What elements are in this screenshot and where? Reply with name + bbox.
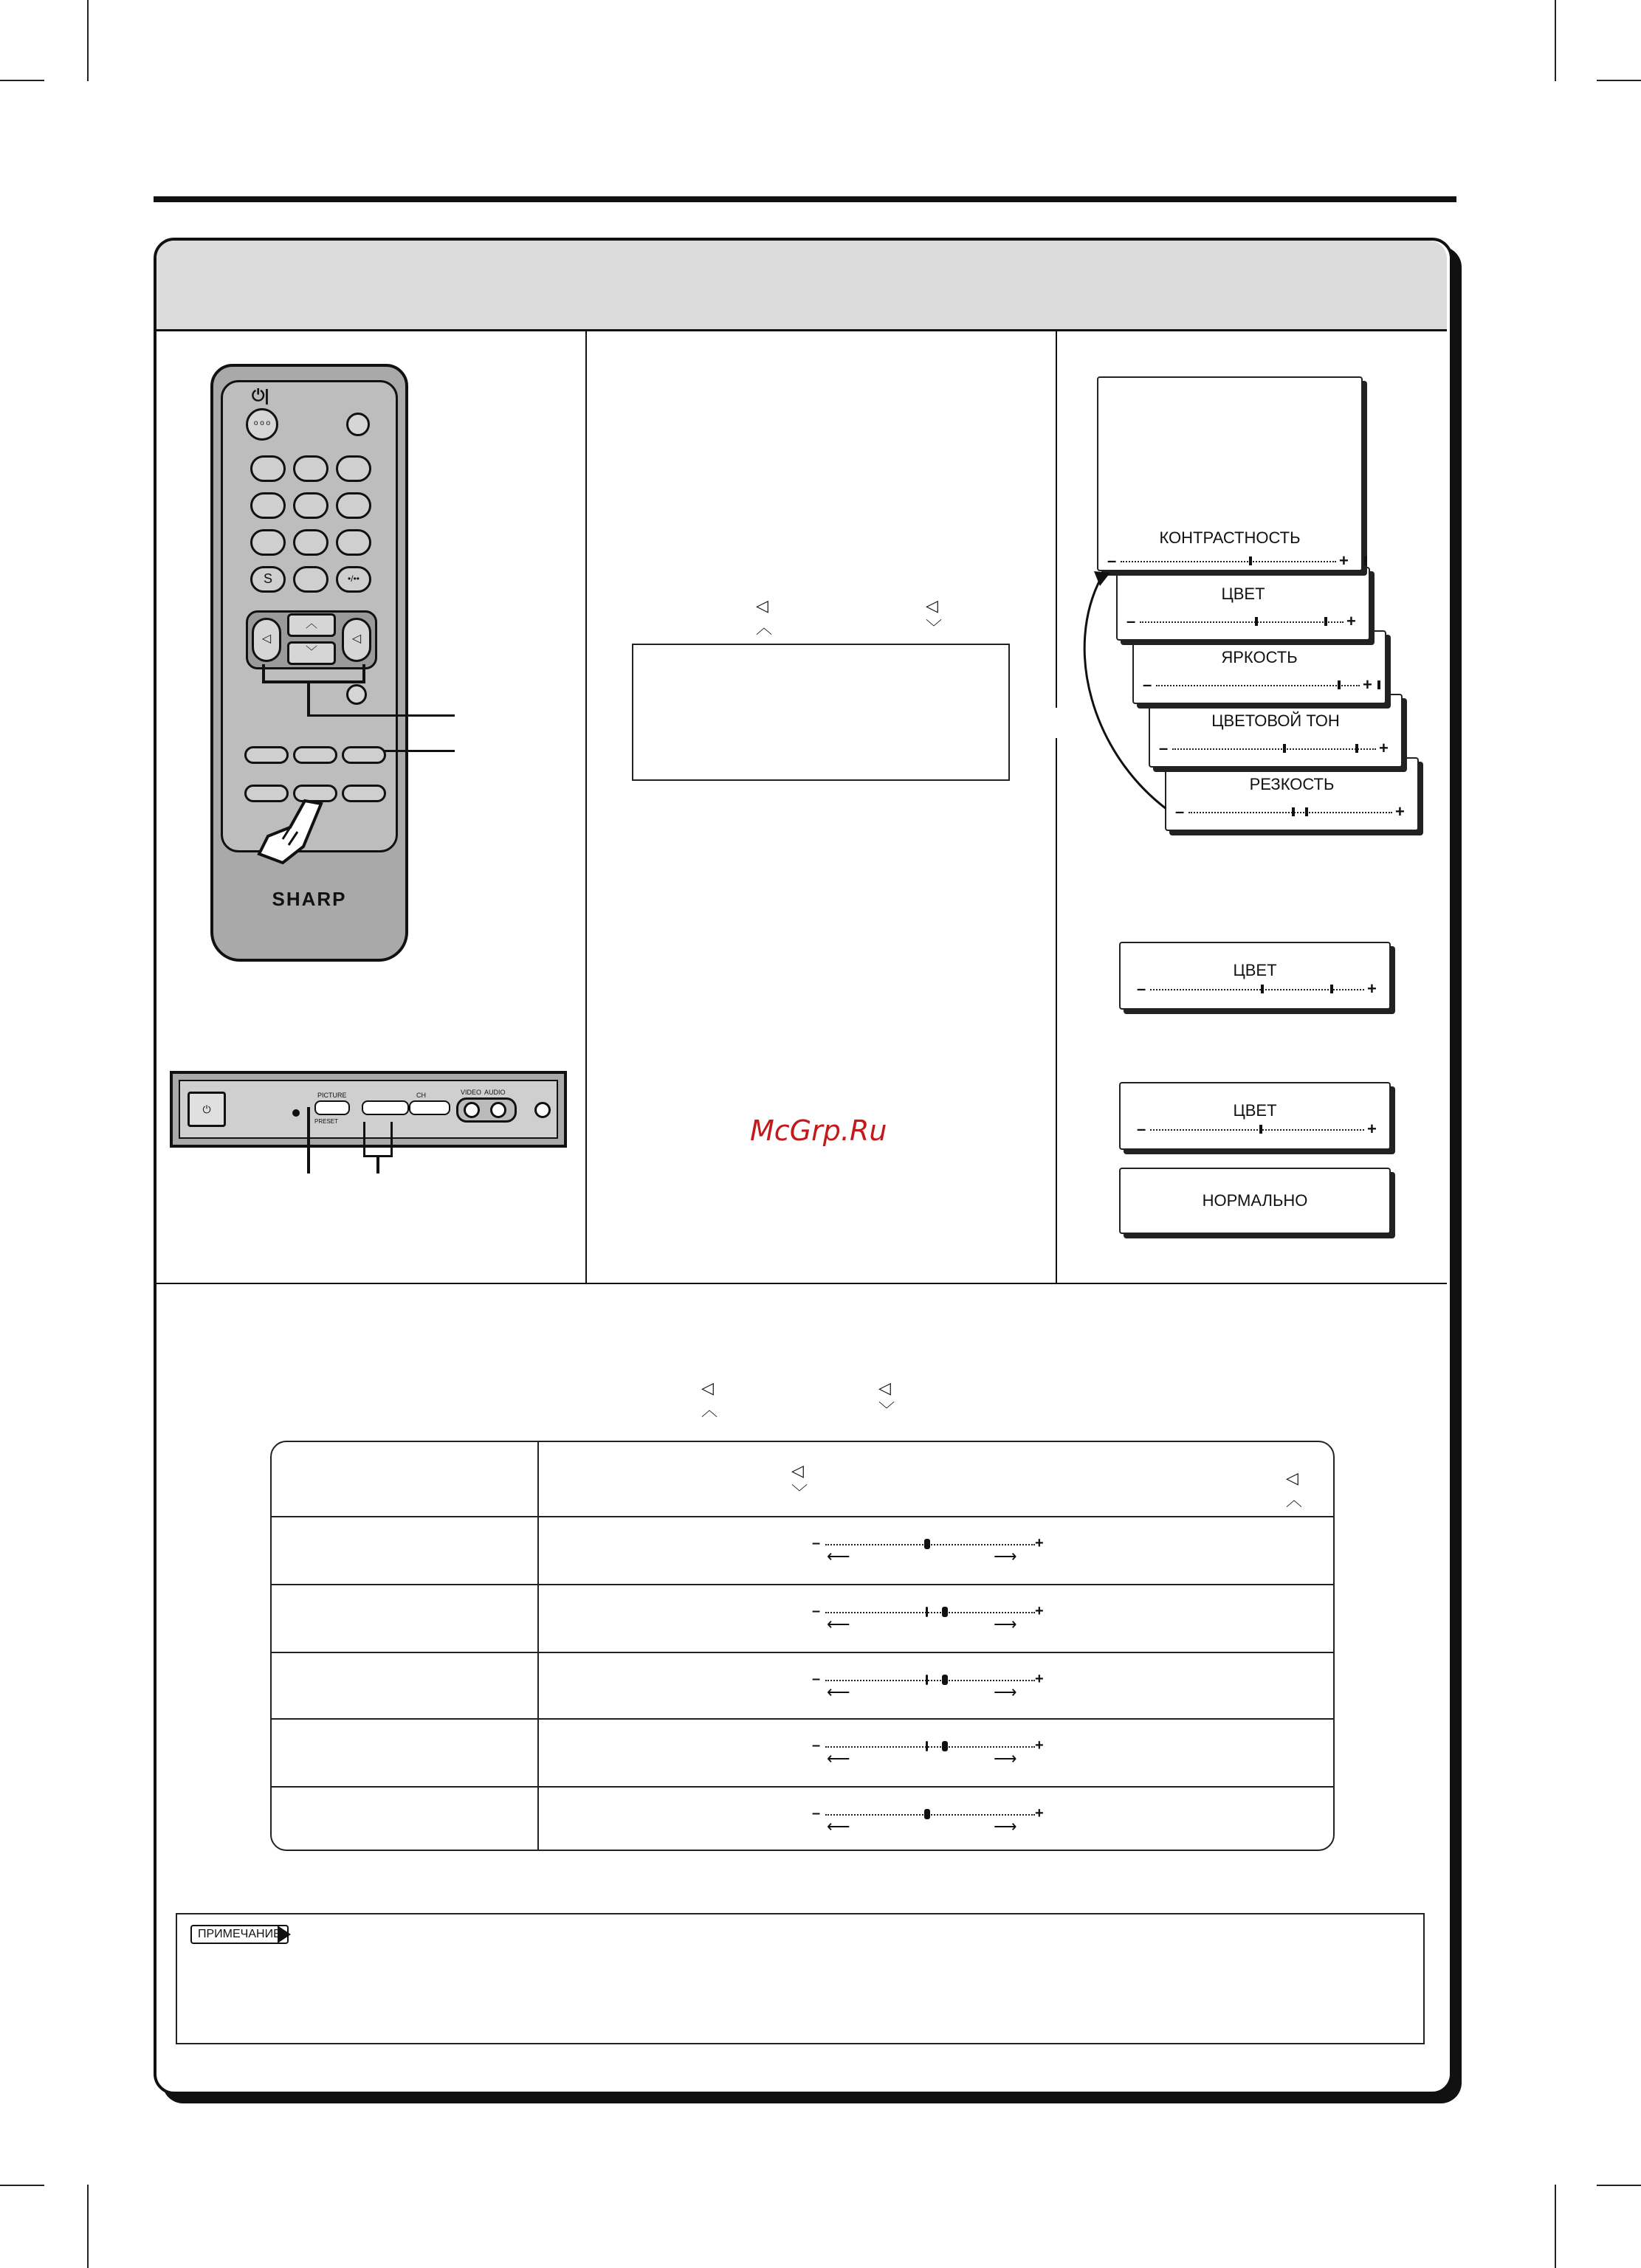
table-row-divider xyxy=(272,1584,1333,1585)
callout-line xyxy=(362,664,365,682)
osd-plus-sign: + xyxy=(1379,739,1389,757)
left-arrow-icon: ⟵ xyxy=(827,1547,850,1565)
row-minus-sign: – xyxy=(812,1603,821,1619)
left-arrow-icon: ⟵ xyxy=(827,1683,850,1701)
function-button-2[interactable] xyxy=(293,746,337,764)
key-2[interactable] xyxy=(293,455,328,482)
key-9[interactable] xyxy=(336,529,371,556)
flashback-button[interactable]: S xyxy=(250,566,286,593)
osd-color-panel-1 xyxy=(1119,942,1391,1010)
power-icon: ⏻| xyxy=(252,386,269,404)
table-column-divider xyxy=(537,1441,539,1851)
table-row-divider xyxy=(272,1652,1333,1653)
osd-normal-panel xyxy=(1119,1168,1391,1234)
row-level-marker xyxy=(924,1809,930,1819)
header-vol-down-icon: ◁ ﹀ xyxy=(791,1461,808,1502)
osd-color-panel-2 xyxy=(1119,1082,1391,1150)
osd-scale xyxy=(1172,748,1376,750)
row-tick-marker xyxy=(926,1741,928,1751)
vol-up-glyph-icon: ◁ ︿ xyxy=(756,596,773,637)
osd-panel-label: РЕЗКОСТЬ xyxy=(1249,775,1335,793)
osd-tick-marker xyxy=(1377,680,1380,689)
key-8[interactable] xyxy=(293,529,328,556)
osd-tick-marker xyxy=(1355,744,1358,753)
power-button[interactable]: o o o xyxy=(246,408,278,441)
callout-line xyxy=(363,1122,393,1157)
osd-panel-label: КОНТРАСТНОСТЬ xyxy=(1159,528,1301,547)
osd-minus-sign: – xyxy=(1126,612,1136,630)
left-arrow-icon: ⟵ xyxy=(827,1749,850,1768)
row-level-marker xyxy=(924,1539,930,1549)
osd-tick-marker xyxy=(1305,807,1308,816)
section-divider xyxy=(156,1283,1447,1284)
row-plus-sign: + xyxy=(1035,1737,1044,1754)
key-4[interactable] xyxy=(250,492,286,519)
left-arrow-icon: ⟵ xyxy=(827,1615,850,1633)
osd-normal-label: НОРМАЛЬНО xyxy=(1202,1191,1308,1210)
ch-label: CH xyxy=(416,1092,426,1099)
osd-panel-label: ЦВЕТ xyxy=(1221,585,1265,603)
right-arrow-icon: ⟶ xyxy=(994,1817,1017,1836)
vol-down-glyph-icon: ◁ ﹀ xyxy=(878,1379,895,1419)
osd-tick-marker xyxy=(1364,556,1367,565)
front-volume-buttons[interactable] xyxy=(362,1100,409,1115)
mute-button[interactable] xyxy=(346,413,370,436)
osd-level-marker xyxy=(1255,617,1258,626)
picture-button[interactable] xyxy=(342,746,386,764)
right-arrow-icon: ⟶ xyxy=(994,1749,1017,1768)
row-tick-marker xyxy=(926,1675,928,1685)
row-scale xyxy=(825,1544,1035,1545)
brand-logo: SHARP xyxy=(272,888,347,910)
osd-tick-marker xyxy=(1330,985,1333,993)
osd-minus-sign: – xyxy=(1137,979,1146,998)
front-picture-button[interactable] xyxy=(314,1100,350,1115)
preset-label: PRESET xyxy=(314,1118,339,1125)
front-channel-buttons[interactable] xyxy=(409,1100,450,1115)
osd-level-marker xyxy=(1259,1125,1262,1134)
osd-scale xyxy=(1188,812,1392,813)
volume-up-button[interactable]: ◁ xyxy=(342,618,371,662)
osd-color-label: ЦВЕТ xyxy=(1233,1101,1277,1120)
row-plus-sign: + xyxy=(1035,1603,1044,1619)
row-minus-sign: – xyxy=(812,1535,821,1551)
row-plus-sign: + xyxy=(1035,1535,1044,1551)
function-button-6[interactable] xyxy=(342,785,386,802)
osd-scale xyxy=(1150,1129,1364,1131)
digit-toggle-button[interactable]: •/•• xyxy=(336,566,371,593)
video-label: VIDEO xyxy=(461,1089,482,1096)
power-indicator xyxy=(292,1109,300,1117)
vol-down-glyph-icon: ◁ ﹀ xyxy=(926,596,943,637)
osd-minus-sign: – xyxy=(1107,551,1117,570)
callout-line xyxy=(307,1107,310,1173)
crop-mark xyxy=(87,0,89,81)
table-row-divider xyxy=(272,1786,1333,1788)
osd-panel-label: ЦВЕТОВОЙ ТОН xyxy=(1211,711,1340,730)
vol-up-glyph-icon: ◁ ︿ xyxy=(701,1379,718,1419)
small-button[interactable] xyxy=(346,684,367,705)
osd-panel xyxy=(1165,757,1419,831)
picture-label: PICTURE xyxy=(317,1092,347,1099)
row-minus-sign: – xyxy=(812,1671,821,1687)
osd-tick-marker xyxy=(1324,617,1327,626)
osd-minus-sign: – xyxy=(1143,675,1152,694)
header-vol-up-icon: ◁ ︿ xyxy=(1286,1469,1303,1509)
callout-line xyxy=(307,714,455,717)
callout-line xyxy=(376,1156,379,1173)
osd-minus-sign: – xyxy=(1175,802,1185,821)
key-1[interactable] xyxy=(250,455,286,482)
main-power-button[interactable]: ⏻ xyxy=(188,1092,226,1127)
osd-level-marker xyxy=(1283,744,1286,753)
osd-minus-sign: – xyxy=(1137,1120,1146,1138)
hand-pointer-icon xyxy=(253,795,334,869)
row-scale xyxy=(825,1680,1035,1681)
osd-level-marker xyxy=(1249,556,1252,565)
row-tick-marker xyxy=(926,1607,928,1617)
key-0[interactable] xyxy=(293,566,328,593)
osd-plus-sign: + xyxy=(1395,802,1405,821)
remote-control xyxy=(210,364,408,962)
right-arrow-icon: ⟶ xyxy=(994,1615,1017,1633)
osd-plus-sign: + xyxy=(1339,551,1349,570)
crop-mark xyxy=(87,2185,89,2268)
osd-level-marker xyxy=(1338,680,1341,689)
column-divider xyxy=(1056,331,1057,708)
key-7[interactable] xyxy=(250,529,286,556)
right-arrow-icon: ⟶ xyxy=(994,1683,1017,1701)
right-arrow-icon: ⟶ xyxy=(994,1547,1017,1565)
osd-plus-sign: + xyxy=(1363,675,1372,694)
row-scale xyxy=(825,1746,1035,1748)
table-row-divider xyxy=(272,1718,1333,1720)
crop-mark xyxy=(1597,80,1641,81)
channel-up-button[interactable]: ︿ xyxy=(287,613,336,637)
audio-jack xyxy=(490,1102,506,1118)
crop-mark xyxy=(1597,2185,1641,2186)
function-button-1[interactable] xyxy=(244,746,289,764)
cycle-arrow-icon xyxy=(1078,561,1169,827)
osd-plus-sign: + xyxy=(1367,979,1377,998)
osd-minus-sign: – xyxy=(1159,739,1169,757)
row-minus-sign: – xyxy=(812,1805,821,1821)
row-scale xyxy=(825,1612,1035,1613)
key-5[interactable] xyxy=(293,492,328,519)
note-arrow-icon xyxy=(278,1926,291,1943)
osd-scale xyxy=(1140,621,1344,623)
osd-panel-label: ЯРКОСТЬ xyxy=(1221,648,1298,666)
channel-down-button[interactable]: ﹀ xyxy=(287,641,336,665)
crop-mark xyxy=(1555,2185,1556,2268)
row-level-marker xyxy=(942,1675,948,1685)
row-level-marker xyxy=(942,1741,948,1751)
instruction-box xyxy=(632,644,1010,781)
row-level-marker xyxy=(942,1607,948,1617)
title-band xyxy=(156,241,1447,331)
osd-level-marker xyxy=(1261,985,1264,993)
note-box xyxy=(176,1913,1425,2044)
osd-plus-sign: + xyxy=(1367,1120,1377,1138)
osd-color-label: ЦВЕТ xyxy=(1233,961,1277,979)
osd-level-marker xyxy=(1292,807,1295,816)
osd-panel xyxy=(1132,630,1386,704)
row-plus-sign: + xyxy=(1035,1805,1044,1821)
crop-mark xyxy=(0,80,44,81)
column-divider xyxy=(1056,738,1057,1283)
osd-scale xyxy=(1156,685,1360,686)
table-row-divider xyxy=(272,1516,1333,1517)
watermark: McGrp.Ru xyxy=(750,1114,887,1147)
key-3[interactable] xyxy=(336,455,371,482)
callout-line xyxy=(262,664,265,682)
row-scale xyxy=(825,1814,1035,1816)
osd-panel xyxy=(1149,694,1403,768)
note-tag: ПРИМЕЧАНИЕ xyxy=(190,1925,289,1944)
audio-label: AUDIO xyxy=(484,1089,506,1096)
headphone-jack xyxy=(534,1102,551,1118)
key-6[interactable] xyxy=(336,492,371,519)
left-arrow-icon: ⟵ xyxy=(827,1817,850,1836)
video-jack xyxy=(464,1102,480,1118)
column-divider xyxy=(585,331,587,1283)
callout-line xyxy=(384,750,455,752)
callout-line xyxy=(262,680,365,683)
osd-plus-sign: + xyxy=(1346,612,1356,630)
volume-down-button[interactable]: ◁ xyxy=(252,618,281,662)
crop-mark xyxy=(1555,0,1556,81)
header-rule xyxy=(154,196,1456,202)
row-minus-sign: – xyxy=(812,1737,821,1754)
row-plus-sign: + xyxy=(1035,1671,1044,1687)
crop-mark xyxy=(0,2185,44,2186)
osd-panel xyxy=(1097,376,1363,571)
callout-line xyxy=(307,680,310,716)
